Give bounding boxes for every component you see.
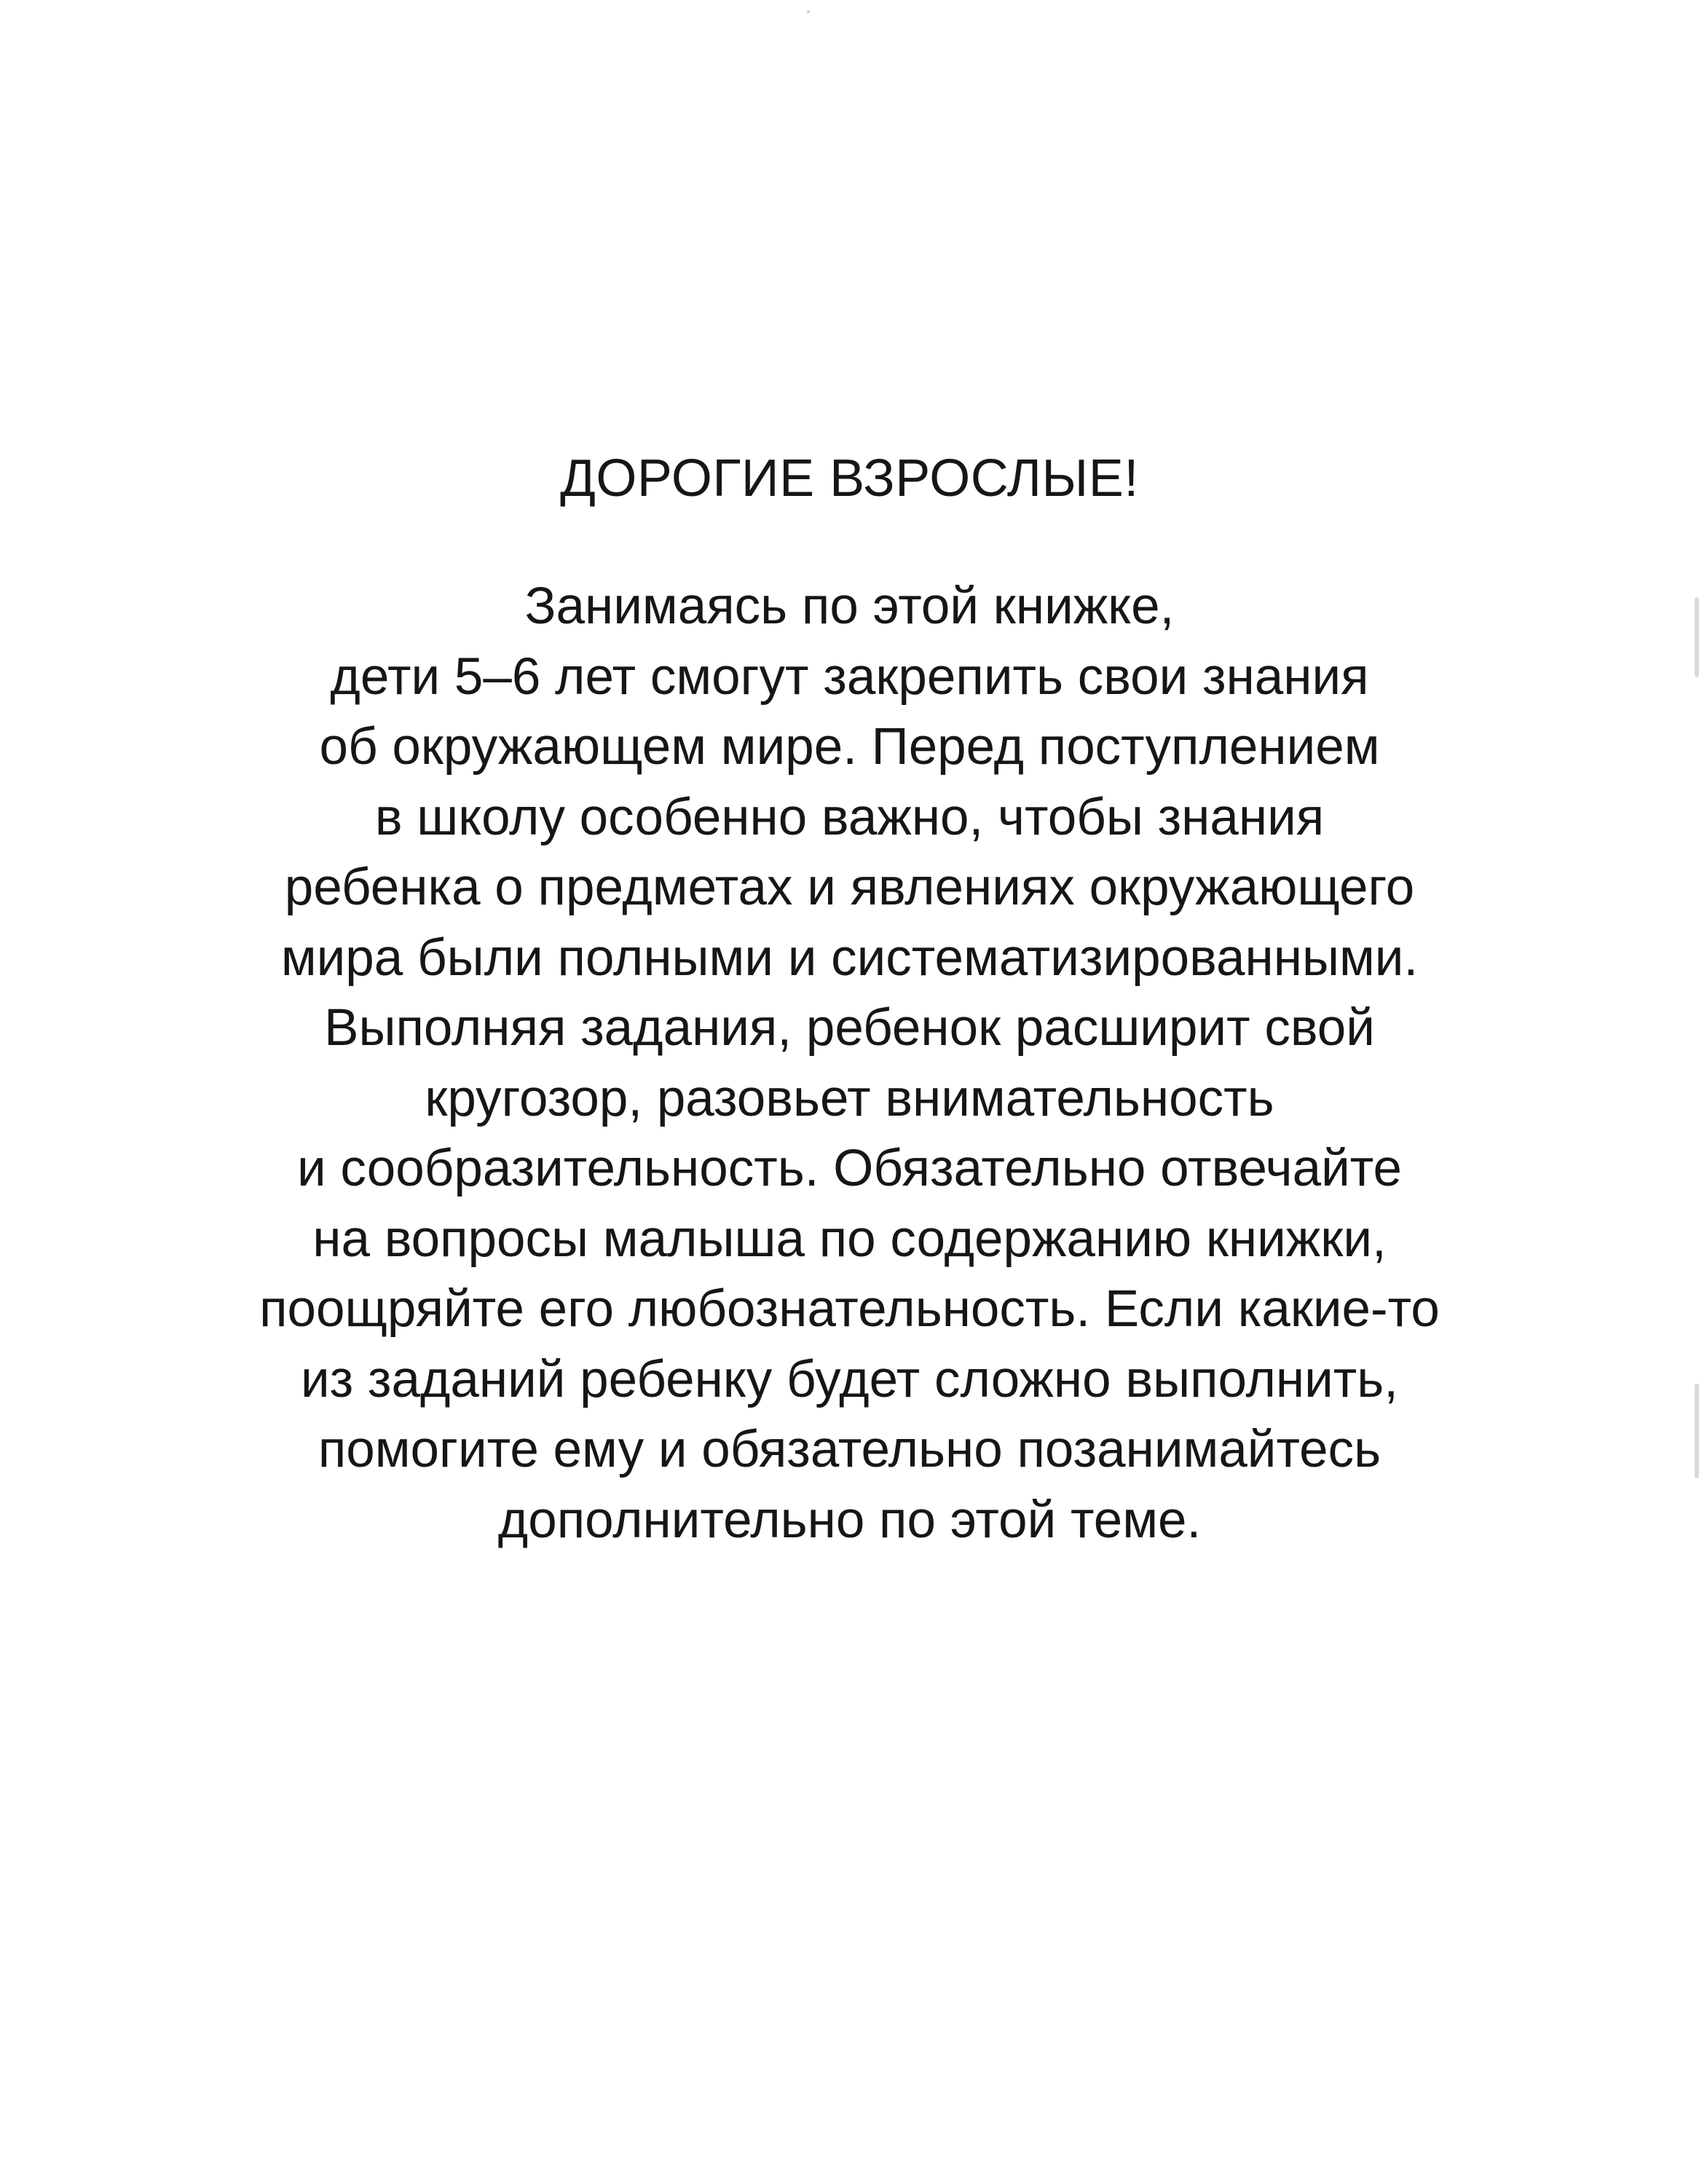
text-line: на вопросы малыша по содержанию книжки,: [312, 1210, 1387, 1268]
text-line: Занимаясь по этой книжке,: [524, 577, 1175, 635]
text-line: дети 5–6 лет смогут закрепить свои знания: [330, 647, 1369, 706]
text-line: и сообразительность. Обязательно отвечайте: [297, 1140, 1402, 1197]
text-line: мира были полными и систематизированными.: [280, 929, 1419, 987]
text-line: дополнительно по этой теме.: [497, 1491, 1202, 1549]
text-line: ребенка о предметах и явлениях окружающего: [284, 859, 1415, 916]
body-paragraph: [0, 572, 1699, 1556]
text-line: помогите ему и обязательно позанимайтесь: [318, 1421, 1381, 1478]
text-line: из заданий ребенку будет сложно выполнить,: [300, 1350, 1399, 1408]
page-title: ДОРОГИЕ ВЗРОСЛЫЕ!: [560, 449, 1139, 508]
text-line: поощряйте его любознательность. Если какие-то: [259, 1280, 1440, 1338]
text-line: Выполняя задания, ребенок расширит свой: [324, 999, 1375, 1057]
text-line: кругозор, разовьет внимательность: [425, 1069, 1274, 1127]
text-line: об окружающем мире. Перед поступлением: [319, 718, 1380, 776]
scan-speck: [807, 10, 810, 13]
text-line: в школу особенно важно, чтобы знания: [374, 788, 1325, 846]
